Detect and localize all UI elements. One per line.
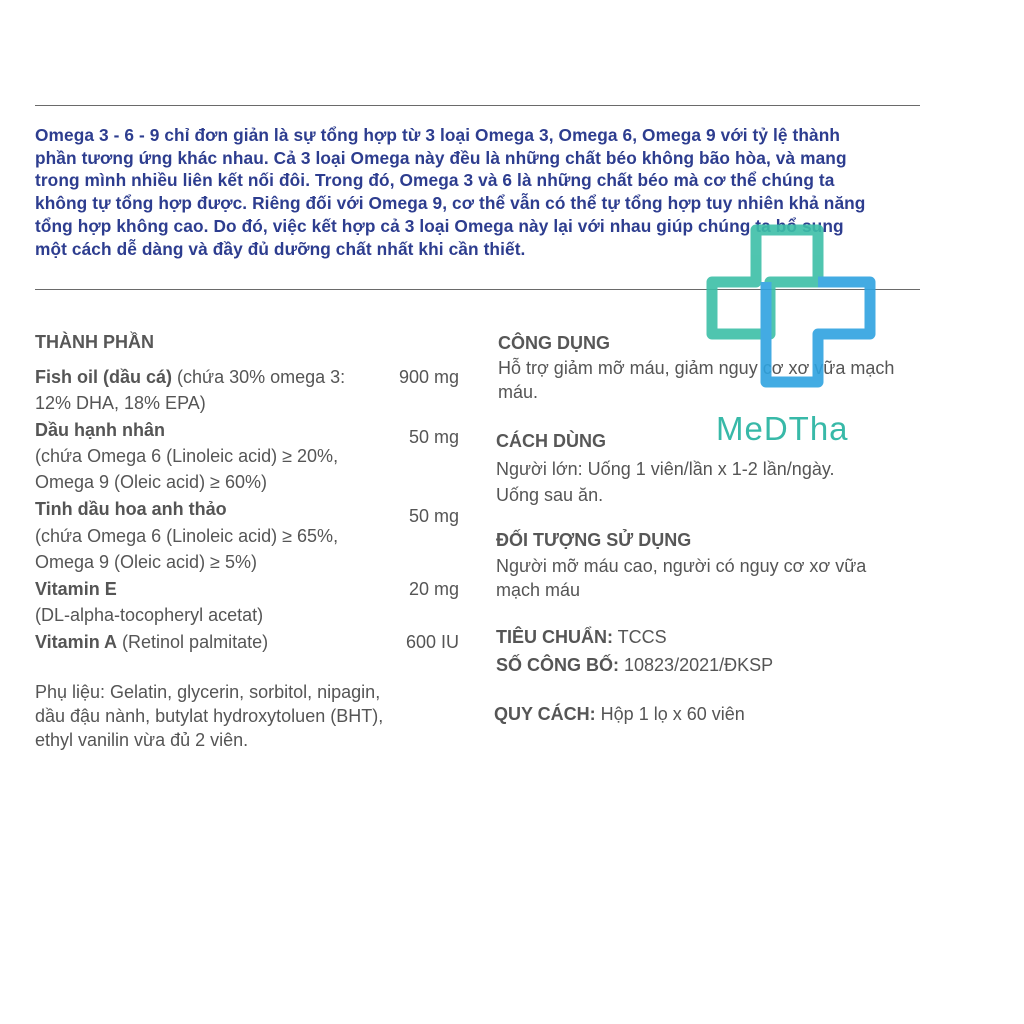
vitamin-e-detail: (DL-alpha-tocopheryl acetat) (35, 605, 264, 625)
intro-line: trong mình nhiều liên kết nối đôi. Trong đó, Omega 3 và 6 là những chất béo mà cơ thể chúng ta (35, 170, 835, 191)
packaging-line (494, 701, 745, 727)
vitamin-a-detail: (Retinol palmitate) (117, 632, 269, 652)
audience-line: Người mỡ máu cao, người có nguy cơ xơ vữa (496, 556, 867, 576)
vitamin-a-name: Vitamin A (35, 632, 118, 652)
registration-label: SỐ CÔNG BỐ: (496, 655, 620, 675)
almond-oil-amount: 50 mg (408, 427, 459, 447)
registration-line (496, 652, 773, 678)
vitamin-a-amount: 600 IU (405, 632, 459, 652)
primrose-oil-name: Tinh dầu hoa anh thảo (35, 499, 227, 519)
almond-oil-name: Dầu hạnh nhân (35, 420, 165, 440)
intro-line: Omega 3 - 6 - 9 chỉ đơn giản là sự tổng hợp từ 3 loại Omega 3, Omega 6, Omega 9 với tỷ lệ thành (35, 125, 841, 145)
standard-value: TCCS (613, 627, 667, 647)
standard-line (496, 624, 667, 650)
intro-line: một cách dễ dàng và đầy đủ dưỡng chất nhất khi cần thiết. (35, 238, 526, 259)
excipients-line: Phụ liệu: Gelatin, glycerin, sorbitol, nipagin, (35, 682, 381, 702)
excipients-line: dầu đậu nành, butylat hydroxytoluen (BHT), (35, 706, 384, 726)
ingredients-heading: THÀNH PHẦN (35, 332, 154, 352)
uses-line: Hỗ trợ giảm mỡ máu, giảm nguy cơ xơ vữa mạch (498, 358, 895, 378)
audience-text (496, 554, 866, 602)
medtha-logo-text: MeDTha (716, 410, 849, 447)
primrose-oil-detail-2: Omega 9 (Oleic acid) ≥ 5%) (35, 552, 257, 572)
intro-line: không tự tổng hợp được. Riêng đối với Omega 9, cơ thể vẫn có thể tự tổng hợp tuy nhiên khả năng (35, 193, 866, 214)
uses-line: máu. (498, 382, 539, 402)
primrose-oil-detail: (chứa Omega 6 (Linoleic acid) ≥ 65%, (35, 526, 339, 546)
almond-oil-detail: (chứa Omega 6 (Linoleic acid) ≥ 20%, (35, 446, 339, 466)
primrose-oil-amount: 50 mg (408, 506, 459, 526)
audience-line: mạch máu (496, 580, 581, 600)
fish-oil-detail: (chứa 30% omega 3: (172, 367, 346, 387)
vitamin-e-name: Vitamin E (35, 579, 117, 599)
top-divider (35, 105, 920, 106)
fish-oil-name: Fish oil (dầu cá) (35, 367, 173, 387)
packaging-value: Hộp 1 lọ x 60 viên (595, 704, 745, 724)
vitamin-e-amount: 20 mg (408, 579, 459, 599)
dosage-text (496, 456, 835, 508)
packaging-label: QUY CÁCH: (494, 704, 596, 724)
uses-heading: CÔNG DỤNG (498, 333, 610, 353)
dosage-line: Uống sau ăn. (496, 485, 604, 505)
standard-label: TIÊU CHUẨN: (496, 627, 613, 647)
intro-line: phần tương ứng khác nhau. Cả 3 loại Omega này đều là những chất béo không bão hòa, và mang (35, 147, 847, 168)
vitamin-a-line (35, 629, 268, 655)
fish-oil-amount: 900 mg (398, 367, 459, 387)
excipients-text (35, 680, 383, 752)
registration-value: 10823/2021/ĐKSP (619, 655, 774, 675)
dosage-heading: CÁCH DÙNG (496, 431, 606, 451)
medtha-cross-logo-icon (700, 222, 880, 392)
fish-oil-detail-2: 12% DHA, 18% EPA) (35, 393, 206, 413)
intro-line: tổng hợp không cao. Do đó, việc kết hợp cả 3 loại Omega này lại với nhau giúp chúng ta bổ sung (35, 215, 844, 236)
almond-oil-detail-2: Omega 9 (Oleic acid) ≥ 60%) (35, 472, 267, 492)
dosage-line: Người lớn: Uống 1 viên/lần x 1-2 lần/ngày. (496, 459, 835, 479)
audience-heading: ĐỐI TƯỢNG SỬ DỤNG (496, 530, 692, 550)
fish-oil-line (35, 364, 345, 390)
excipients-line: ethyl vanilin vừa đủ 2 viên. (35, 730, 249, 750)
